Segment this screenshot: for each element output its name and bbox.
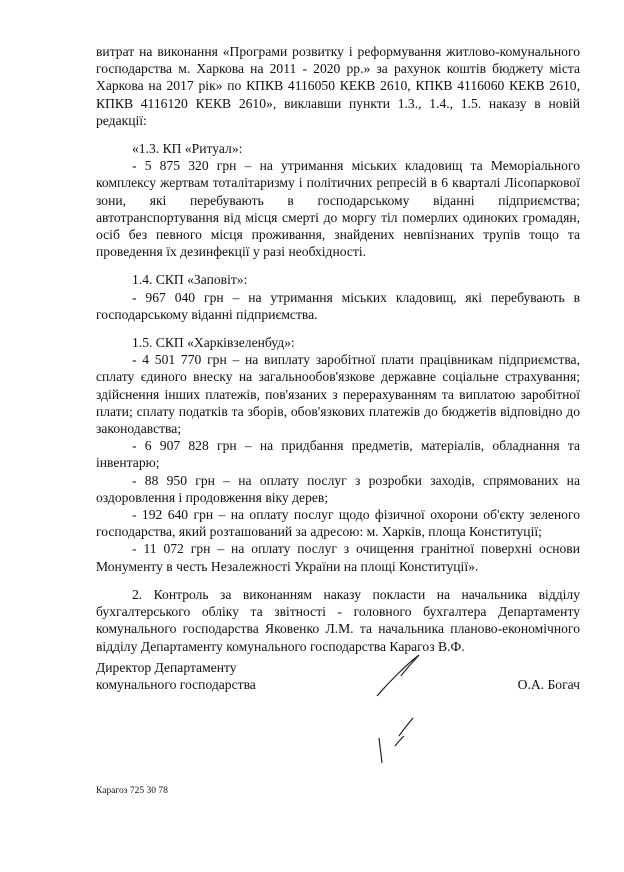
- intro-paragraph: витрат на виконання «Програми розвитку і реформування житлово-комунального господарства м. Харкова на 2011 - 2020 рр.» за рахунок коштів бюджету міста Харкова на 2017 рік» по КПКВ 4116050 КЕКВ 2610, КПКВ 4116060 КЕКВ 2610, КПКВ 4116120 КЕКВ 2610», виклавши пункти 1.3., 1.4., 1.5. наказу в новій редакції:: [96, 44, 580, 128]
- section-1-5-title: 1.5. СКП «Харківзеленбуд»:: [132, 335, 295, 351]
- control-paragraph: 2. Контроль за виконанням наказу покласти на начальника відділу бухгалтерського обліку та звітності - головного бухгалтера Департаменту комунального господарства Яковенко Л.М. та начальника планово-економічного відділу Департаменту комунального господарства Карагоз В.Ф.: [96, 586, 580, 654]
- section-1-5-item: - 88 950 грн – на оплату послуг з розробки заходів, спрямованих на оздоровлення і продовження віку дерев;: [96, 472, 580, 505]
- section-1-4-title: 1.4. СКП «Заповіт»:: [132, 272, 248, 288]
- footer-contact: Карагоз 725 30 78: [96, 786, 168, 796]
- document-body: [96, 43, 580, 655]
- section-1-4-item: - 967 040 грн – на утримання міських кладовищ, які перебувають в господарському віданні підприємства.: [96, 289, 580, 322]
- section-1-5-item: - 192 640 грн – на оплату послуг щодо фізичної охорони об'єкту зеленого господарства, який розташований за адресою: м. Харків, площа Конституції;: [96, 507, 580, 540]
- signer-department: комунального господарства: [96, 677, 256, 693]
- signer-name: О.А. Богач: [517, 677, 580, 692]
- section-1-5-item: - 4 501 770 грн – на виплату заробітної плати працівникам підприємства, сплату єдиного внеску на загальнообов'язкове державне соціальне страхування; здійснення інших платежів, пов'язаних з перерахуванням та виплатою заробітної плати; сплату податків та зборів, обов'язкових платежів до бюджетів відповідно до законодавства;: [96, 352, 580, 437]
- section-1-3-title: «1.3. КП «Ритуал»:: [132, 141, 243, 157]
- section-1-5-item: - 11 072 грн – на оплату послуг з очищення гранітної поверхні основи Монументу в честь Незалежності України на площі Конституції».: [96, 541, 580, 574]
- section-1-5-item: - 6 907 828 грн – на придбання предметів, матеріалів, обладнання та інвентарю;: [96, 438, 580, 471]
- signature-block: [96, 659, 580, 693]
- section-1-3-item: - 5 875 320 грн – на утримання міських кладовищ та Меморіального комплексу жертвам тоталітаризму і політичних репресій в 6 кварталі Лісопаркової зони, які перебувають в господарському віданні підприємства; автотранспортування від місця смерті до моргу тіл померлих одиноких громадян, осіб без певного місця проживання, знайдених невпізнаних трупів тощо та проведення їх дезинфекції у разі необхідності.: [96, 158, 580, 260]
- signer-position: Директор Департаменту: [96, 660, 237, 675]
